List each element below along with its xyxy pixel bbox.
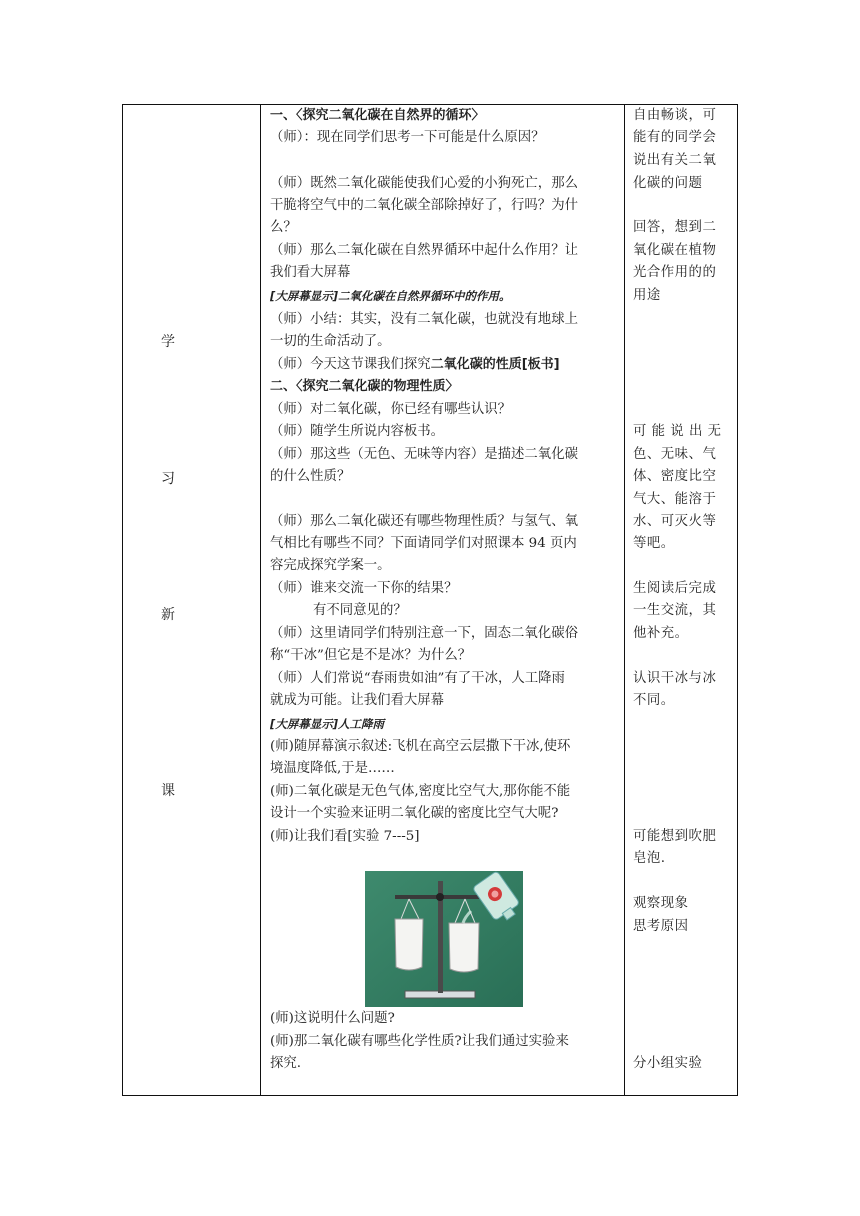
text-line: 干脆将空气中的二氧化碳全部除掉好了，行吗？为什 bbox=[270, 198, 578, 213]
text-line: 不同。 bbox=[633, 693, 675, 708]
text-line: （师）既然二氧化碳能使我们心爱的小狗死亡，那么 bbox=[270, 176, 578, 191]
text-line: (师)让我们看[实验 7---5] bbox=[270, 829, 420, 844]
stage-column bbox=[123, 105, 260, 1095]
text-line: 的什么性质？ bbox=[270, 469, 351, 484]
screen-caption: [大屏幕显示]二氧化碳在自然界循环中的作用。 bbox=[270, 289, 511, 303]
text-line: 体、密度比空 bbox=[633, 469, 717, 484]
text-line: （师）对二氧化碳，你已经有哪些认识？ bbox=[270, 402, 512, 417]
left-paper-bag bbox=[395, 919, 423, 970]
text-line: 说出有关二氧 bbox=[633, 153, 717, 168]
stage-label-char: 习 bbox=[161, 471, 175, 487]
text-line: （师）：现在同学们思考一下可能是什么原因？ bbox=[270, 130, 545, 145]
text-line: （师）人们常说“春雨贵如油”有了干冰，人工降雨 bbox=[270, 671, 565, 686]
section-heading: 一、〈探究二氧化碳在自然界的循环〉 bbox=[270, 108, 485, 123]
text-line bbox=[270, 354, 560, 376]
text-line: 么？ bbox=[270, 220, 297, 235]
lesson-table bbox=[122, 104, 738, 1096]
text-line: 色、无味、气 bbox=[633, 447, 717, 462]
text-line: 一生交流，其 bbox=[633, 603, 717, 618]
text-line: 境温度降低,于是…… bbox=[270, 761, 395, 776]
student-activity-column bbox=[625, 105, 739, 1095]
text-line: 用途 bbox=[633, 288, 661, 303]
text-line: (师)随屏幕演示叙述:飞机在高空云层撒下干冰,使环 bbox=[270, 739, 571, 754]
text-line: (师)这说明什么问题? bbox=[270, 1011, 395, 1026]
text-line: （师）那么二氧化碳在自然界循环中起什么作用？让 bbox=[270, 243, 578, 258]
text-line: 可能想到吹肥 bbox=[633, 829, 717, 844]
text-line: （师）那这些（无色、无味等内容）是描述二氧化碳 bbox=[270, 447, 578, 462]
balance-experiment-illustration bbox=[365, 871, 523, 1007]
text-line: 皂泡. bbox=[633, 851, 666, 866]
text-line: 化碳的问题 bbox=[633, 176, 703, 191]
text-line: 氧化碳在植物 bbox=[633, 243, 717, 258]
text-line-start: （师）今天这节课我们探究 bbox=[270, 357, 431, 372]
right-paper-bag bbox=[449, 923, 479, 972]
board-title: 二氧化碳的性质[板书] bbox=[430, 357, 560, 372]
text-line: 有不同意见的？ bbox=[313, 603, 407, 618]
stage-label-char: 学 bbox=[161, 334, 175, 350]
stage-label-char: 新 bbox=[161, 607, 175, 623]
text-line: 回答，想到二 bbox=[633, 220, 717, 235]
text-line: (师)那二氧化碳有哪些化学性质?让我们通过实验来 bbox=[270, 1034, 569, 1049]
text-line: （师）谁来交流一下你的结果？ bbox=[270, 581, 458, 596]
text-line: 生阅读后完成 bbox=[633, 581, 717, 596]
text-line: 容完成探究学案一。 bbox=[270, 558, 391, 573]
text-line: （师）那么二氧化碳还有哪些物理性质？与氢气、氧 bbox=[270, 514, 578, 529]
text-line: 他补充。 bbox=[633, 626, 689, 641]
stage-label-char: 课 bbox=[161, 783, 175, 799]
text-line: 自由畅谈，可 bbox=[633, 108, 717, 123]
text-line: （师）随学生所说内容板书。 bbox=[270, 424, 445, 439]
text-line: 设计一个实验来证明二氧化碳的密度比空气大呢? bbox=[270, 806, 559, 821]
section-heading: 二、〈探究二氧化碳的物理性质〉 bbox=[270, 379, 459, 394]
text-line: 等吧。 bbox=[633, 536, 675, 551]
text-line: 水、可灭火等 bbox=[633, 514, 717, 529]
text-line: 称“干冰”但它是不是冰？为什么？ bbox=[270, 648, 472, 663]
text-line: 光合作用的的 bbox=[633, 265, 717, 280]
text-line: 气相比有哪些不同？下面请同学们对照课本 94 页内 bbox=[270, 536, 577, 551]
text-line: （师）这里请同学们特别注意一下，固态二氧化碳俗 bbox=[270, 626, 578, 641]
text-line: 可 能 说 出 无 bbox=[633, 424, 722, 439]
text-line: 思考原因 bbox=[633, 919, 689, 934]
text-line: （师）小结：其实，没有二氧化碳，也就没有地球上 bbox=[270, 312, 578, 327]
screen-caption: [大屏幕显示]人工降雨 bbox=[270, 717, 385, 731]
text-line: 探究. bbox=[270, 1056, 302, 1071]
text-line: (师)二氧化碳是无色气体,密度比空气大,那你能不能 bbox=[270, 784, 571, 799]
text-line: 观察现象 bbox=[633, 896, 689, 911]
beam-pivot bbox=[436, 893, 444, 901]
text-line: 能有的同学会 bbox=[633, 130, 717, 145]
text-line: 我们看大屏幕 bbox=[270, 265, 351, 280]
text-line: 一切的生命活动了。 bbox=[270, 334, 391, 349]
text-line: 就成为可能。让我们看大屏幕 bbox=[270, 693, 445, 708]
text-line: 认识干冰与冰 bbox=[633, 671, 717, 686]
text-line: 分小组实验 bbox=[633, 1056, 703, 1071]
text-line: 气大、能溶于 bbox=[633, 492, 717, 507]
